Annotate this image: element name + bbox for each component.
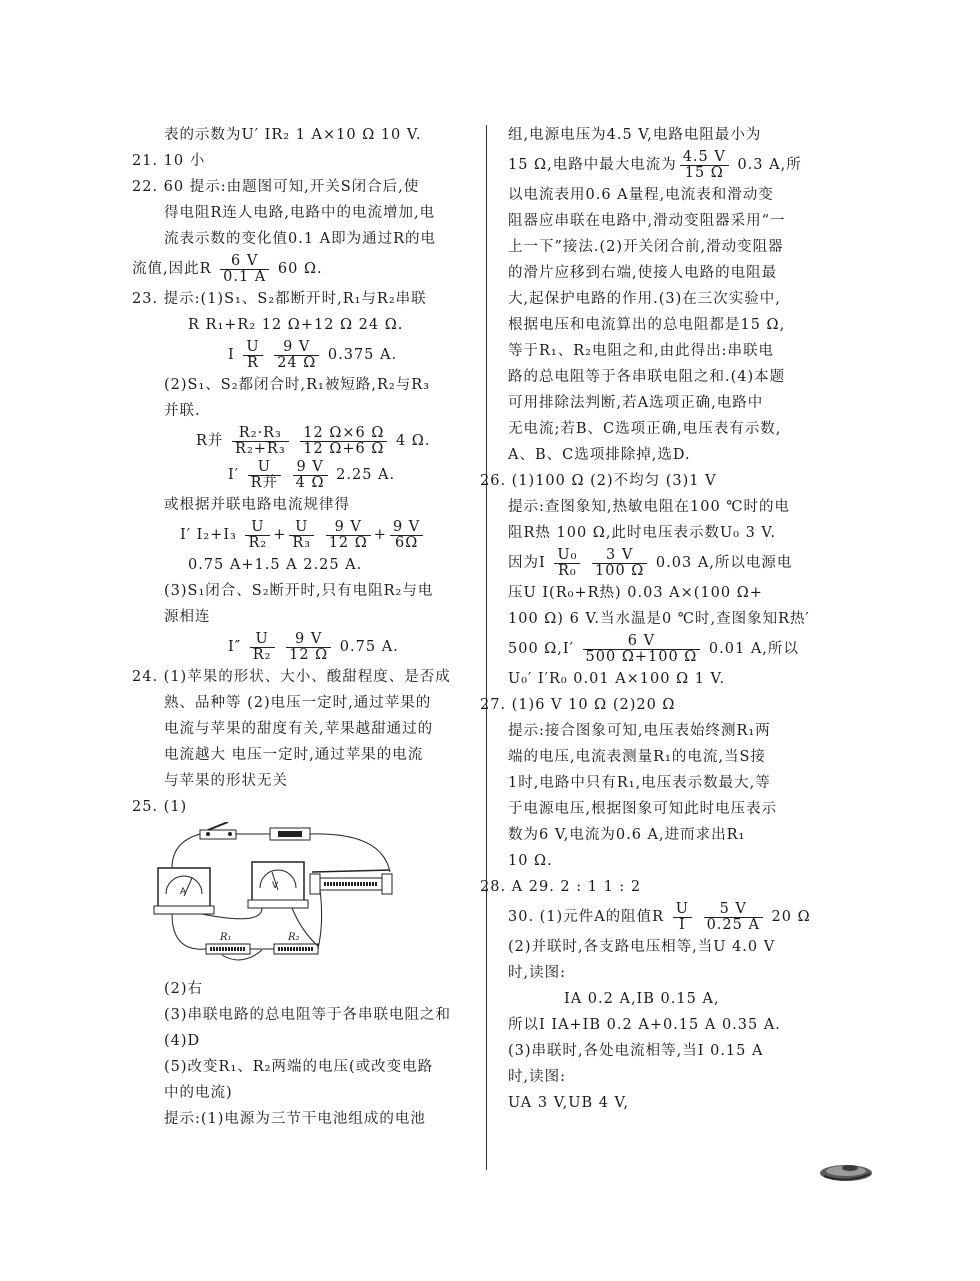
fraction: $\frac{9 V}{12 \Omega}$ — [326, 520, 371, 551]
text-line: 23. 提示:(1)S₁、S₂都断开时,R₁与R₂串联 — [132, 291, 427, 307]
text-line: 30. (1)元件A的阻值R $\frac{U}{I}$ $\frac{5 V}{0.25 A}$ 20 Ω — [508, 900, 811, 933]
text-line: I′ $\frac{U}{\text{R并}}$ $\frac{9 V}{4 \Omega}$ 2.25 A. — [228, 458, 396, 491]
text-line: R并 $\frac{\text{R₂·R₃}}{\text{R₂+R₃}}$ $\frac{12 \Omega\times 6 \Omega}{12 \Omega+6 \Omega}$ 4 Ω. — [196, 424, 431, 457]
text-line: 压U I(R₀+R热) 0.03 A×(100 Ω+ — [508, 585, 763, 601]
resistor-r1-icon — [206, 932, 250, 954]
text-line: 25. (1) — [132, 799, 188, 815]
text-line: 阻器应串联在电路中,滑动变阻器采用“一 — [508, 213, 786, 229]
text-line: 等于R₁、R₂电阻之和,由此得出:串联电 — [508, 343, 774, 359]
text-line: 电流与苹果的甜度有关,苹果越甜通过的 — [164, 721, 434, 737]
right-column — [480, 122, 818, 1116]
text-line: 以电流表用0.6 A量程,电流表和滑动变 — [508, 187, 774, 203]
text-line: UA 3 V,UB 4 V, — [508, 1095, 630, 1111]
text-line: 流表示数的变化值0.1 A即为通过R的电 — [164, 231, 437, 247]
text-line: 端的电压,电流表测量R₁的电流,当S接 — [508, 749, 766, 765]
text-line: 无电流;若B、C选项正确,电压表有示数, — [508, 421, 782, 437]
left-column — [132, 122, 468, 1132]
text-line: A、B、C选项排除掉,选D. — [508, 447, 691, 463]
fraction: $\frac{U}{\text{R并}}$ — [248, 460, 281, 491]
text-line: 可用排除法判断,若A选项正确,电路中 — [508, 395, 764, 411]
text-line: (3)串联时,各处电流相等,当I 0.15 A — [508, 1043, 764, 1059]
text-line: (4)D — [164, 1033, 201, 1049]
text-line: 22. 60 提示:由题图可知,开关S闭合后,使 — [132, 179, 420, 195]
text-line: 时,读图: — [508, 1069, 566, 1085]
text-line: 根据电压和电流算出的总电阻都是15 Ω, — [508, 317, 786, 333]
column-divider — [486, 125, 487, 1170]
svg-text:A: A — [180, 887, 187, 897]
text-line: 10 Ω. — [508, 853, 553, 869]
text-line: 100 Ω) 6 V.当水温是0 ℃时,查图象知R热′ — [508, 611, 810, 627]
page-logo-icon — [816, 1158, 876, 1184]
text-line: 上一下”接法.(2)开关闭合前,滑动变阻器 — [508, 239, 784, 255]
fraction: $\frac{U}{\text{R₂}}$ — [250, 632, 275, 663]
text-line: 500 Ω,I′ $\frac{6 V}{500 \Omega+100 \Omega}$ 0.01 A,所以 — [508, 632, 799, 665]
text-line: 15 Ω,电路中最大电流为 $\frac{4.5 V}{15 \Omega}$ 0.3 A,所 — [508, 148, 802, 181]
svg-text:V: V — [272, 881, 279, 891]
fraction: $\frac{U}{\text{R₃}}$ — [289, 520, 314, 551]
fraction: $\frac{3 V}{100 \Omega}$ — [592, 548, 647, 579]
text-line: 数为6 V,电流为0.6 A,进而求出R₁ — [508, 827, 746, 843]
text-line: 27. (1)6 V 10 Ω (2)20 Ω — [480, 697, 676, 713]
text-line: R R₁+R₂ 12 Ω+12 Ω 24 Ω. — [188, 317, 404, 333]
text-line: (5)改变R₁、R₂两端的电压(或改变电路 — [164, 1059, 434, 1075]
text-line: 24. (1)苹果的形状、大小、酸甜程度、是否成 — [132, 669, 451, 685]
text-line: 提示:接合图象可知,电压表始终测R₁两 — [508, 723, 771, 739]
text-line: 组,电源电压为4.5 V,电路电阻最小为 — [508, 127, 762, 143]
fraction: $\frac{U}{I}$ — [673, 902, 692, 933]
text-line: I $\frac{U}{R}$ $\frac{9 V}{24 \Omega}$ 0.375 A. — [228, 338, 398, 371]
ammeter-icon — [154, 868, 214, 914]
fraction: $\frac{5 V}{0.25 A}$ — [704, 902, 763, 933]
text-line: 表的示数为U′ IR₂ 1 A×10 Ω 10 V. — [164, 127, 422, 143]
fraction: $\frac{U}{\text{R₂}}$ — [245, 520, 270, 551]
text-line: 或根据并联电路电流规律得 — [164, 497, 350, 513]
svg-text:R₁: R₁ — [220, 932, 232, 943]
text-line: 熟、品种等 (2)电压一定时,通过苹果的 — [164, 695, 432, 711]
text-line: (3)S₁闭合、S₂断开时,只有电阻R₂与电 — [164, 583, 434, 599]
text-line: 与苹果的形状无关 — [164, 773, 288, 789]
fraction: $\frac{U}{R}$ — [243, 340, 262, 371]
fraction: $\frac{12 \Omega\times 6 \Omega}{12 \Omega+6 \Omega}$ — [300, 426, 387, 457]
text-line: 因为I $\frac{\text{U₀}}{\text{R₀}}$ $\frac{3 V}{100 \Omega}$ 0.03 A,所以电源电 — [508, 546, 793, 579]
fraction: $\frac{\text{U₀}}{\text{R₀}}$ — [554, 548, 580, 579]
text-line: U₀′ I′R₀ 0.01 A×100 Ω 1 V. — [508, 671, 726, 687]
text-line: I′ I₂+I₃ $\frac{U}{\text{R₂}}$ + $\frac{U}{\text{R₃}}$ $\frac{9 V}{12 \Omega}$ + $\frac{9 V}{6\Omega}$ — [132, 518, 468, 552]
fraction: $\frac{9 V}{24 \Omega}$ — [274, 340, 319, 371]
text-line: (2)并联时,各支路电压相等,当U 4.0 V — [508, 939, 776, 955]
text-line: I″ $\frac{U}{\text{R₂}}$ $\frac{9 V}{12 \Omega}$ 0.75 A. — [228, 630, 399, 663]
fraction: $\frac{9 V}{4 \Omega}$ — [293, 460, 328, 491]
text-line: 阻R热 100 Ω,此时电压表示数U₀ 3 V. — [508, 525, 776, 541]
text-line: 流值,因此R $\frac{6 V}{0.1 A}$ 60 Ω. — [132, 252, 323, 285]
text-line: 时,读图: — [508, 965, 566, 981]
text-line: 中的电流) — [164, 1085, 233, 1101]
text-line: 大,起保护电路的作用.(3)在三次实验中, — [508, 291, 781, 307]
text-line: 电流越大 电压一定时,通过苹果的电流 — [164, 747, 424, 763]
text-line: 26. (1)100 Ω (2)不均匀 (3)1 V — [480, 473, 717, 489]
text-line: 0.75 A+1.5 A 2.25 A. — [188, 557, 363, 573]
text-line: 提示:查图象知,热敏电阻在100 ℃时的电 — [508, 499, 790, 515]
circuit-diagram — [152, 822, 412, 972]
text-line: (2)S₁、S₂都闭合时,R₁被短路,R₂与R₃ — [164, 377, 430, 393]
fraction: $\frac{6 V}{0.1 A}$ — [220, 254, 269, 285]
text-line: 28. A 29. 2 : 1 1 : 2 — [480, 879, 642, 895]
fraction: $\frac{6 V}{500 \Omega+100 \Omega}$ — [583, 634, 701, 665]
fraction: $\frac{\text{R₂·R₃}}{\text{R₂+R₃}}$ — [232, 426, 289, 457]
fraction: $\frac{4.5 V}{15 \Omega}$ — [680, 150, 729, 181]
text-line: IA 0.2 A,IB 0.15 A, — [564, 991, 720, 1007]
text-line: (3)串联电路的总电阻等于各串联电阻之和 — [164, 1007, 452, 1023]
text-line: 源相连 — [164, 609, 211, 625]
text-line: 1时,电路中只有R₁,电压表示数最大,等 — [508, 775, 771, 791]
text-line: 路的总电阻等于各串联电阻之和.(4)本题 — [508, 369, 786, 385]
text-line: 的滑片应移到右端,使接人电路的电阻最 — [508, 265, 778, 281]
resistor-r2-icon — [274, 932, 318, 954]
battery-icon — [270, 828, 310, 840]
fraction: $\frac{9 V}{6\Omega}$ — [390, 520, 423, 551]
text-line: 于电源电压,根据图象可知此时电压表示 — [508, 801, 778, 817]
fraction: $\frac{9 V}{12 \Omega}$ — [286, 632, 331, 663]
voltmeter-icon — [248, 862, 308, 908]
svg-text:R₂: R₂ — [288, 932, 300, 943]
text-line: 得电阻R连人电路,电路中的电流增加,电 — [164, 205, 436, 221]
text-line: 并联. — [164, 403, 201, 419]
text-line: 提示:(1)电源为三节干电池组成的电池 — [164, 1111, 426, 1127]
text-line: 21. 10 小 — [132, 153, 206, 169]
switch-icon — [200, 822, 236, 839]
text-line: 所以I IA+IB 0.2 A+0.15 A 0.35 A. — [508, 1017, 781, 1033]
text-line: (2)右 — [164, 981, 204, 997]
rheostat-icon — [310, 870, 392, 894]
